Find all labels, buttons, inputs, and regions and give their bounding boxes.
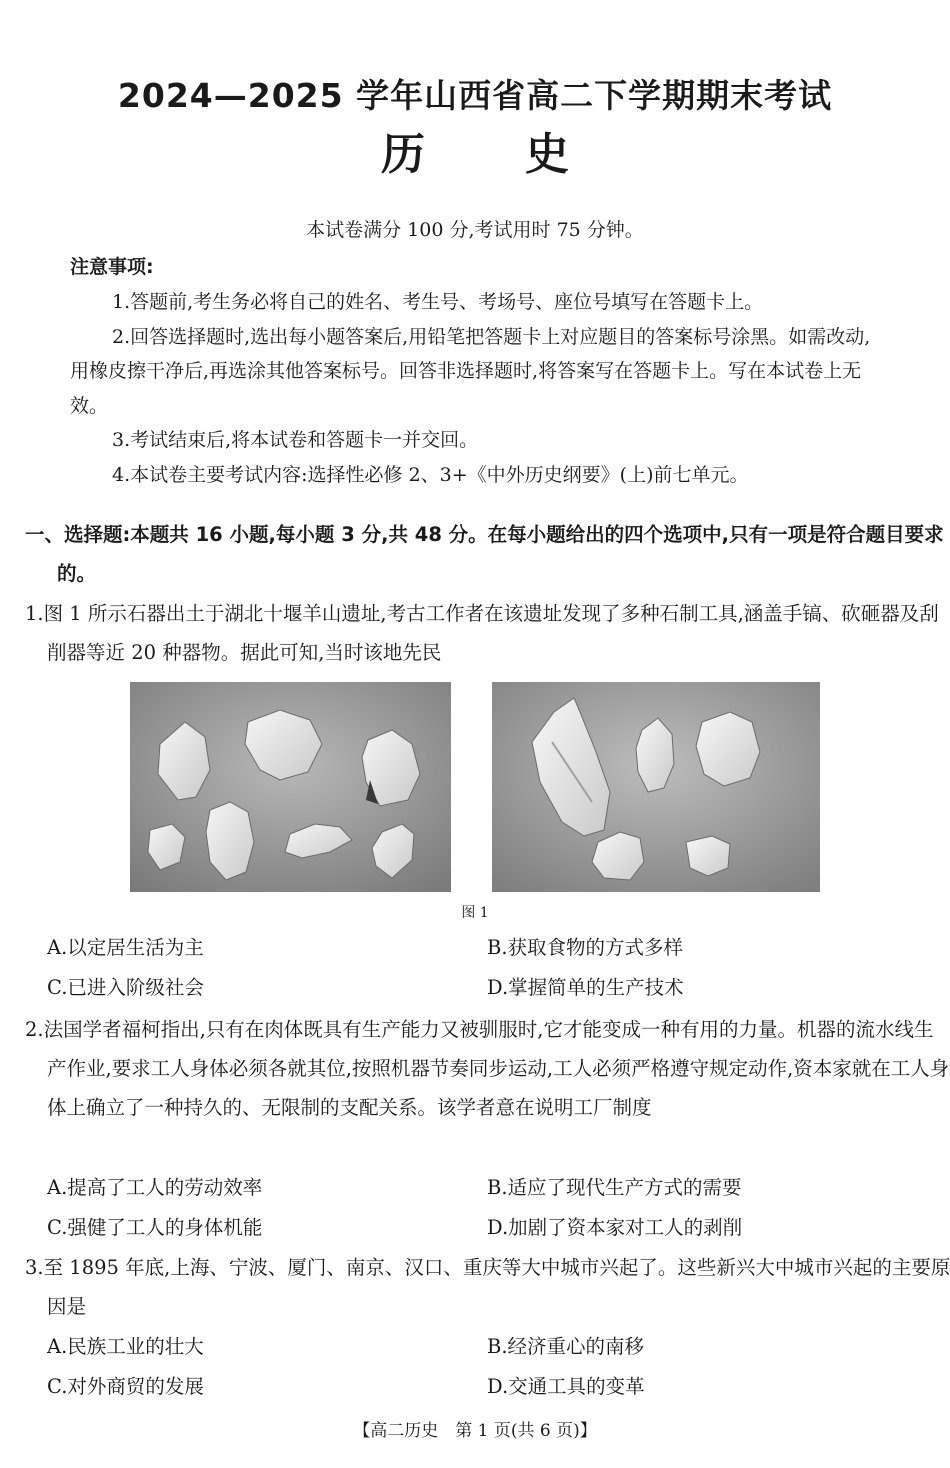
option-b: B.经济重心的南移 bbox=[487, 1335, 645, 1358]
question-1-options bbox=[47, 928, 927, 1008]
question-1-stem: 1.图 1 所示石器出土于湖北十堰羊山遗址,考古工作者在该遗址发现了多种石制工具,涵盖手镐、砍砸器及刮削器等近 20 种器物。据此可知,当时该地先民 bbox=[25, 602, 939, 664]
option-a: A.以定居生活为主 bbox=[47, 936, 204, 959]
notice-heading: 注意事项: bbox=[70, 256, 154, 278]
stone-tools-right-image bbox=[492, 682, 820, 892]
notice-item: 1.答题前,考生务必将自己的姓名、考生号、考场号、座位号填写在答题卡上。 bbox=[112, 291, 764, 313]
question-2-stem: 2.法国学者福柯指出,只有在肉体既具有生产能力又被驯服时,它才能变成一种有用的力量。机器的流水线生产作业,要求工人身体必须各就其位,按照机器节奏同步运动,工人必须严格遵守规定动作,资本家就在工人身体上确立了一种持久的、无限制的支配关系。该学者意在说明工厂制度 bbox=[25, 1018, 950, 1119]
question-3-options bbox=[47, 1327, 927, 1407]
exam-intro: 本试卷满分 100 分,考试用时 75 分钟。 bbox=[306, 219, 644, 241]
notice-item: 2.回答选择题时,选出每小题答案后,用铅笔把答题卡上对应题目的答案标号涂黑。如需改动,用橡皮擦干净后,再选涂其他答案标号。回答非选择题时,将答案写在答题卡上。写在本试卷上无效。 bbox=[70, 325, 871, 417]
section-heading: 一、选择题:本题共 16 小题,每小题 3 分,共 48 分。在每小题给出的四个选项中,只有一项是符合题目要求的。 bbox=[25, 523, 944, 585]
option-a: A.民族工业的壮大 bbox=[47, 1335, 204, 1358]
notice-list bbox=[70, 285, 882, 492]
stone-tools-photo-right bbox=[492, 682, 820, 892]
stone-tools-left-image bbox=[130, 682, 451, 892]
option-b: B.适应了现代生产方式的需要 bbox=[487, 1176, 742, 1199]
notice-item: 3.考试结束后,将本试卷和答题卡一并交回。 bbox=[112, 429, 479, 451]
option-c: C.对外商贸的发展 bbox=[47, 1375, 204, 1398]
subject-title: 历史 bbox=[381, 129, 669, 180]
option-c: C.强健了工人的身体机能 bbox=[47, 1216, 263, 1239]
option-d: D.交通工具的变革 bbox=[487, 1375, 645, 1398]
notice-item: 4.本试卷主要考试内容:选择性必修 2、3+《中外历史纲要》(上)前七单元。 bbox=[112, 463, 749, 486]
option-d: D.加剧了资本家对工人的剥削 bbox=[487, 1216, 743, 1239]
exam-title: 2024—2025 学年山西省高二下学期期末考试 bbox=[117, 76, 833, 115]
option-c: C.已进入阶级社会 bbox=[47, 976, 204, 999]
page-footer: 【高二历史 第 1 页(共 6 页)】 bbox=[353, 1421, 597, 1441]
option-d: D.掌握简单的生产技术 bbox=[487, 976, 684, 999]
option-b: B.获取食物的方式多样 bbox=[487, 936, 684, 959]
question-2-options bbox=[47, 1168, 927, 1248]
question-3-stem: 3.至 1895 年底,上海、宁波、厦门、南京、汉口、重庆等大中城市兴起了。这些新兴大中城市兴起的主要原因是 bbox=[25, 1256, 950, 1318]
stone-tools-photo-left bbox=[130, 682, 451, 892]
option-a: A.提高了工人的劳动效率 bbox=[47, 1176, 263, 1199]
figure-caption: 图 1 bbox=[461, 905, 489, 921]
